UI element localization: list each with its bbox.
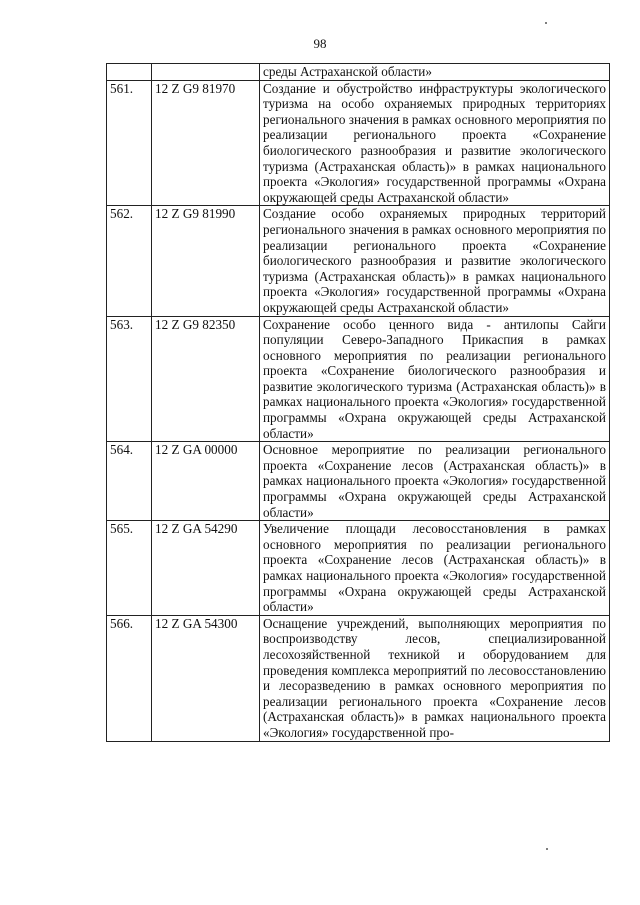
- page-number: 98: [313, 36, 327, 51]
- row-description-cell: Увеличение площади лесовосстановления в рамках основного мероприятия по реализации регионального проекта «Сохранение лесов (Астраханская область)» в рамках национального проекта «Экология» государственной программы «Охрана окружающей среды Астраханской области»: [260, 521, 610, 616]
- table-row: [107, 80, 610, 206]
- row-number-cell: 564.: [107, 442, 152, 521]
- table-row: [107, 615, 610, 741]
- row-number-cell: 565.: [107, 521, 152, 616]
- table-row-continuation: [107, 64, 610, 81]
- row-description-cell: среды Астраханской области»: [260, 64, 610, 81]
- table-row: [107, 316, 610, 442]
- row-code-cell: 12 Z G9 81990: [152, 206, 260, 316]
- row-code-cell: 12 Z G9 81970: [152, 80, 260, 206]
- table-row: [107, 206, 610, 316]
- scan-speck: [545, 22, 547, 24]
- table-row: [107, 521, 610, 616]
- row-code-cell: 12 Z GA 54300: [152, 615, 260, 741]
- row-description-cell: Сохранение особо ценного вида - антилопы Сайги популяции Северо-Западного Прикаспия в рамках основного мероприятия по реализации регионального проекта «Сохранение биологического разнообразия и развитие экологического туризма (Астраханская область)» в рамках национального проекта «Экология» государственной программы «Охрана окружающей среды Астраханской области»: [260, 316, 610, 442]
- row-code-cell: 12 Z GA 00000: [152, 442, 260, 521]
- row-code-cell: [152, 64, 260, 81]
- table-body: [107, 64, 610, 742]
- row-number-cell: 563.: [107, 316, 152, 442]
- row-code-cell: 12 Z GA 54290: [152, 521, 260, 616]
- row-description-cell: Создание и обустройство инфраструктуры экологического туризма на особо охраняемых природных территориях регионального значения в рамках основного мероприятия по реализации регионального проекта «Сохранение биологического разнообразия и развитие экологического туризма (Астраханская область)» в рамках национального проекта «Экология» государственной программы «Охрана окружающей среды Астраханской области»: [260, 80, 610, 206]
- row-number-cell: 562.: [107, 206, 152, 316]
- row-number-cell: 566.: [107, 615, 152, 741]
- row-code-cell: 12 Z G9 82350: [152, 316, 260, 442]
- row-description-cell: Создание особо охраняемых природных территорий регионального значения в рамках основного мероприятия по реализации регионального проекта «Сохранение биологического разнообразия и развитие экологического туризма (Астраханская область)» в рамках национального проекта «Экология» государственной программы «Охрана окружающей среды Астраханской области»: [260, 206, 610, 316]
- row-description-cell: Основное мероприятие по реализации регионального проекта «Сохранение лесов (Астраханская область)» в рамках национального проекта «Экология» государственной программы «Охрана окружающей среды Астраханской области»: [260, 442, 610, 521]
- row-number-cell: 561.: [107, 80, 152, 206]
- row-description-cell: Оснащение учреждений, выполняющих мероприятия по воспроизводству лесов, специализированной лесохозяйственной техникой и оборудованием для проведения комплекса мероприятий по лесовосстановлению и лесоразведению в рамках основного мероприятия по реализации регионального проекта «Сохранение лесов (Астраханская область)» в рамках национального проекта «Экология» государственной про-: [260, 615, 610, 741]
- row-number-cell: [107, 64, 152, 81]
- scan-speck: [546, 848, 548, 850]
- budget-classification-table: [106, 63, 610, 742]
- table-row: [107, 442, 610, 521]
